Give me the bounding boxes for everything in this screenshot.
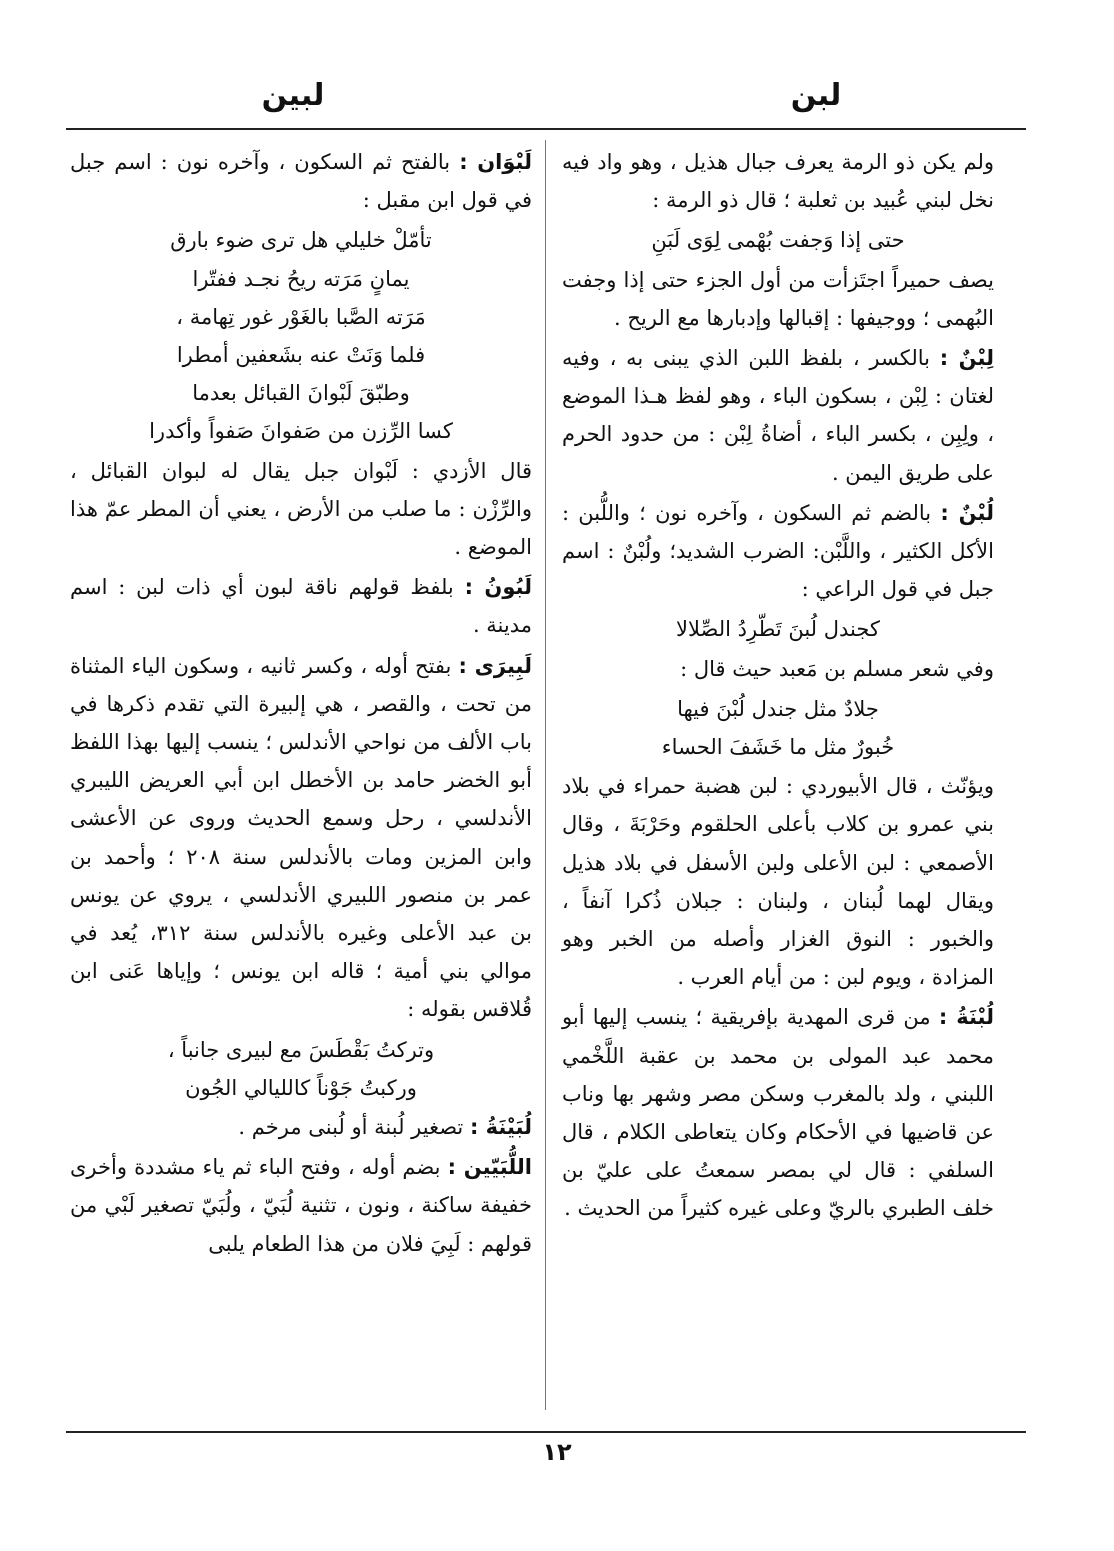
- entry-text: تصغير لُبنة أو لُبنى مرخم .: [238, 1115, 464, 1140]
- entry-text: بالكسر ، بلفظ اللبن الذي يبنى به ، وفيه لغتان : لِبْن ، بسكون الباء ، وهو لفظ هـذا الموضع ، ولِبِن ، بكسر الباء ، أضاةُ لِبْن : من حدود الحرم على طريق اليمن .: [562, 346, 994, 485]
- entry-headword: اللُّبَيّين :: [447, 1155, 532, 1180]
- running-head-right: لبن: [790, 78, 842, 113]
- column-divider: [545, 140, 546, 1410]
- running-head-left: لبين: [261, 78, 325, 113]
- entry-headword: لَبِيرَى :: [458, 653, 532, 678]
- verse-line: وتركتُ بَقْطَسَ مع لبيرى جانباً ،: [167, 1037, 435, 1062]
- entry-text: بلفظ قولهم ناقة لبون أي ذات لبن : اسم مدينة .: [70, 575, 532, 638]
- entry-headword: لِبْنٌ :: [939, 346, 994, 371]
- header-rule: [66, 128, 1026, 130]
- verse-line: جلادٌ مثل جندل لُبْنَ فيها: [677, 696, 879, 721]
- paragraph: وفي شعر مسلم بن مَعبد حيث قال :: [680, 656, 994, 681]
- verse: [562, 221, 994, 259]
- entry-labun: [70, 568, 532, 644]
- verse-line: يمانٍ مَرَته ريحُ نجـد ففتّرا: [192, 266, 410, 291]
- verse-line: كجندل لُبنَ تَطّرِدُ الصِّلالا: [676, 617, 880, 642]
- paragraph: ولم يكن ذو الرمة يعرف جبال هذيل ، وهو واد فيه نخل لبني عُبيد بن ثعلبة ؛ قال ذو الرمة :: [562, 150, 994, 213]
- verse: [70, 221, 532, 450]
- entry-headword: لَبُونُ :: [464, 575, 532, 600]
- verse-line: كسا الرِّزن من صَفوانَ صَفواً وأكدرا: [149, 419, 453, 444]
- page-number: ١٢: [542, 1438, 572, 1466]
- verse-line: مَرَته الصَّبا بالغَوْر غور تِهامة ،: [176, 304, 426, 329]
- entry-text: بالضم ثم السكون ، وآخره نون ؛ واللُّبن : الأكل الكثير ، واللَّبْن: الضرب الشديد؛ ولُبْنٌ : اسم جبل في قول الراعي :: [562, 500, 994, 602]
- entry-headword: لَبْوَان :: [459, 150, 532, 174]
- paragraph: يصف حميراً اجتَزأت من أول الجزء حتى إذا وجفت البُهمى ؛ ووجيفها : إقبالها وإدبارها مع الريح .: [562, 267, 994, 330]
- verse-line: وطبّقَ لَبْوانَ القبائل بعدما: [192, 381, 410, 406]
- verse-line: فلما وَنَتْ عنه بشَعفين أمطرا: [176, 343, 426, 368]
- paragraph: قال الأزدي : لَبْوان جبل يقال له لبوان القبائل ، والرِّزْن : ما صلب من الأرض ، يعني أن المطر عمّ هذا الموضع .: [70, 458, 532, 560]
- verse-line: خُبورٌ مثل ما خَشَفَ الحساء: [661, 735, 895, 760]
- entry-headword: لُبْنَةُ :: [938, 1005, 994, 1030]
- entry-labira: [70, 647, 532, 1029]
- entry-text: من قرى المهدية بإفريقية ؛ ينسب إليها أبو محمد عبد المولى بن محمد بن عقبة اللَّخْمي اللبني ، ولد بالمغرب وسكن مصر وشهر بها وناب عن قاضيها في الأحكام وكان يتعاطى الكلام ، قال السلفي : قال لي بمصر سمعتُ على عليّ بن خلف الطبري بالريّ وعلى غيره كثيراً من الحديث .: [562, 1005, 994, 1221]
- verse-line: وركبتُ جَوْناً كالليالي الجُون: [185, 1075, 417, 1100]
- entry-text: بفتح أوله ، وكسر ثانيه ، وسكون الياء المثناة من تحت ، والقصر ، هي إلبيرة التي تقدم ذكرها في باب الألف من نواحي الأندلس ؛ ينسب إليها بهذا اللفظ أبو الخضر حامد بن الأخطل ابن أبي العريض الليبري الأندلسي ، رحل وسمع الحديث وروى عن الأعشى وابن المزين ومات بالأندلس سنة ٢٠٨ ؛ وأحمد بن عمر بن منصور اللبيري الأندلسي ، يروي عن يونس بن عبد الأعلى وغيره بالأندلس سنة ٣١٢، يُعد في موالي بني أمية ؛ قاله ابن يونس ؛ وإياها عَنى ابن قُلاقس بقوله :: [70, 653, 533, 1022]
- entry-lubn: [562, 494, 994, 609]
- footer-rule: [66, 1431, 1026, 1433]
- entry-lubayna: [70, 1108, 532, 1146]
- verse: [562, 690, 994, 766]
- entry-labwan: [70, 143, 532, 219]
- entry-text: بالفتح ثم السكون ، وآخره نون : اسم جبل في قول ابن مقبل :: [70, 150, 532, 213]
- entry-headword: لُبْنٌ :: [940, 500, 994, 525]
- entry-lubna: [562, 998, 994, 1227]
- entry-text: بضم أوله ، وفتح الباء ثم ياء مشددة وأخرى خفيفة ساكنة ، ونون ، تثنية لُبَيّ ، ولُبَيّ تصغير لَبْي من قولهم : لَبِيَ فلان من هذا الطعام يلبى: [70, 1155, 532, 1256]
- verse-line: حتى إذا وَجفت بُهْمى لِوَى لَبَنِ: [651, 228, 905, 253]
- verse-line: تأمّلْ خليلي هل ترى ضوء بارق: [170, 228, 432, 253]
- entry-headword: لُبَيْنَةُ :: [469, 1115, 532, 1140]
- verse: [562, 610, 994, 648]
- verse: [70, 1031, 532, 1107]
- left-column: [70, 143, 532, 1265]
- entry-allubayyayn: [70, 1148, 532, 1263]
- paragraph: ويؤنّث ، قال الأبيوردي : لبن هضبة حمراء في بلاد بني عمرو بن كلاب بأعلى الحلقوم وحَرْبَةَ ، وقال الأصمعي : لبن الأعلى ولبن الأسفل في بلاد هذيل ويقال لهما لُبنان ، ولبنان : جبلان ذُكرا آنفاً ، والخبور : النوق الغزار وأصله من الخبر وهو المزادة ، ويوم لبن : من أيام العرب .: [562, 774, 994, 990]
- entry-libn: [562, 339, 994, 492]
- right-column: [562, 143, 994, 1230]
